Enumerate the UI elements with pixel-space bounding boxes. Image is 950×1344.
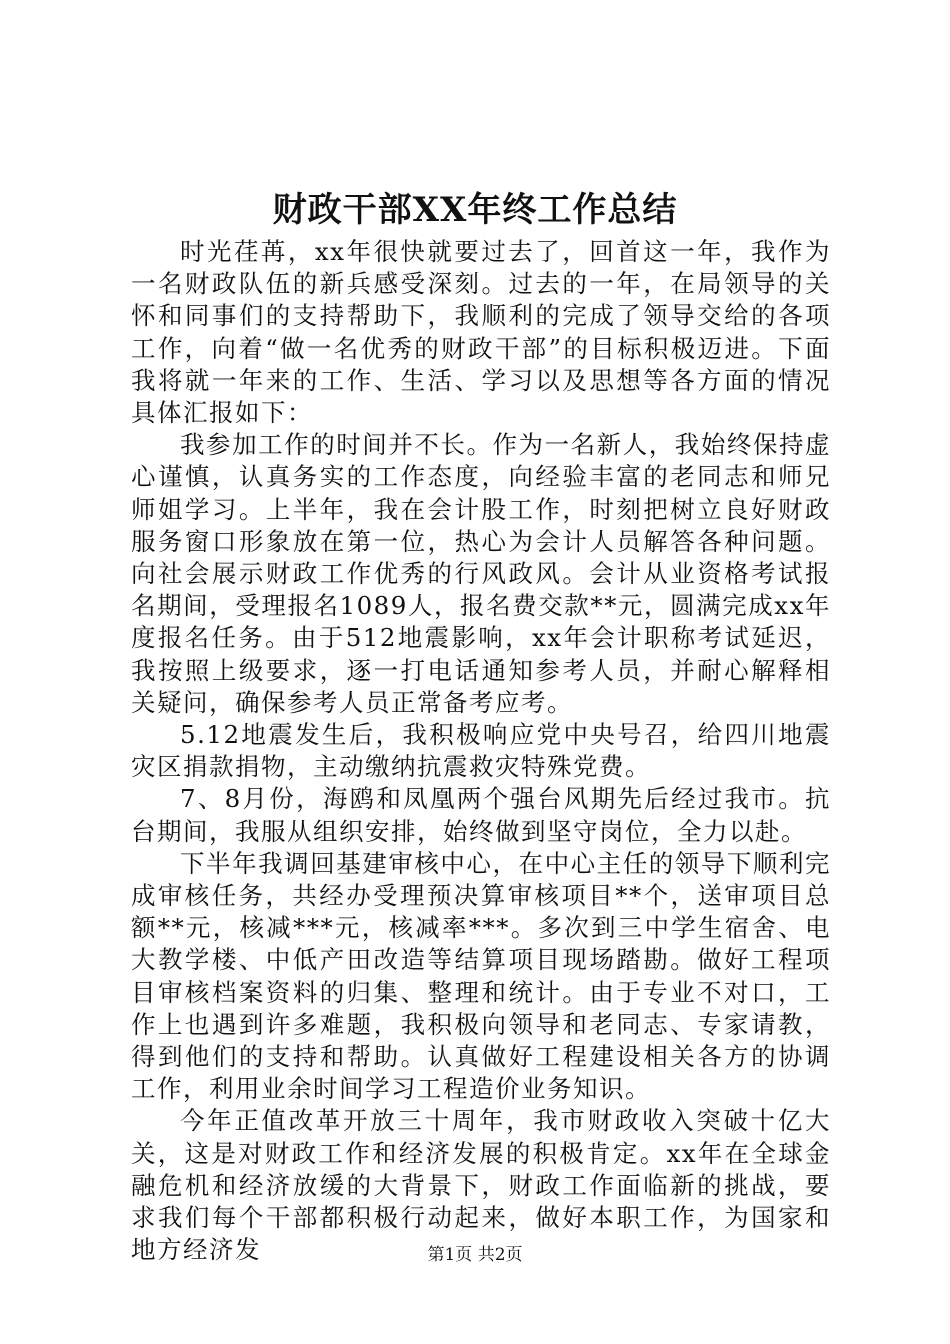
paragraph-accounting-work: 我参加工作的时间并不长。作为一名新人，我始终保持虚心谨慎，认真务实的工作态度，向经验丰富的老同志和师兄师姐学习。上半年，我在会计股工作，时刻把树立良好财政服务窗口形象放在第一位，热心为会计人员解答各种问题。向社会展示财政工作优秀的行风政风。会计从业资格考试报名期间，受理报名1089人，报名费交款**元，圆满完成xx年度报名任务。由于512地震影响，xx年会计职称考试延迟，我按照上级要求，逐一打电话通知参考人员，并耐心解释相关疑问，确保参考人员正常备考应考。 xyxy=(131,430,831,717)
document-body xyxy=(131,236,831,1267)
paragraph-intro: 时光荏苒，xx年很快就要过去了，回首这一年，我作为一名财政队伍的新兵感受深刻。过去的一年，在局领导的关怀和同事们的支持帮助下，我顺利的完成了领导交给的各项工作，向着“做一名优秀的财政干部”的目标积极迈进。下面我将就一年来的工作、生活、学习以及思想等各方面的情况具体汇报如下： xyxy=(131,237,831,428)
paragraph-reform-anniversary: 今年正值改革开放三十周年，我市财政收入突破十亿大关，这是对财政工作和经济发展的积极肯定。xx年在全球金融危机和经济放缓的大背景下，财政工作面临新的挑战，要求我们每个干部都积极行动起来，做好本职工作，为国家和地方经济发 xyxy=(131,1106,831,1265)
page-number-footer: 第1页 共2页 xyxy=(427,1245,523,1265)
paragraph-audit-center: 下半年我调回基建审核中心，在中心主任的领导下顺利完成审核任务，共经办受理预决算审核项目**个，送审项目总额**元，核减***元，核减率***。多次到三中学生宿舍、电大教学楼、中低产田改造等结算项目现场踏勘。做好工程项目审核档案资料的归集、整理和统计。由于专业不对口，工作上也遇到许多难题，我积极向领导和老同志、专家请教，得到他们的支持和帮助。认真做好工程建设相关各方的协调工作，利用业余时间学习工程造价业务知识。 xyxy=(131,848,831,1104)
paragraph-typhoon-duty: 7、8月份，海鸥和凤凰两个强台风期先后经过我市。抗台期间，我服从组织安排，始终做到坚守岗位，全力以赴。 xyxy=(131,784,831,846)
document-title: 财政干部XX年终工作总结 xyxy=(272,190,678,230)
paragraph-earthquake-donation: 5.12地震发生后，我积极响应党中央号召，给四川地震灾区捐款捐物，主动缴纳抗震救灾特殊党费。 xyxy=(131,720,831,782)
